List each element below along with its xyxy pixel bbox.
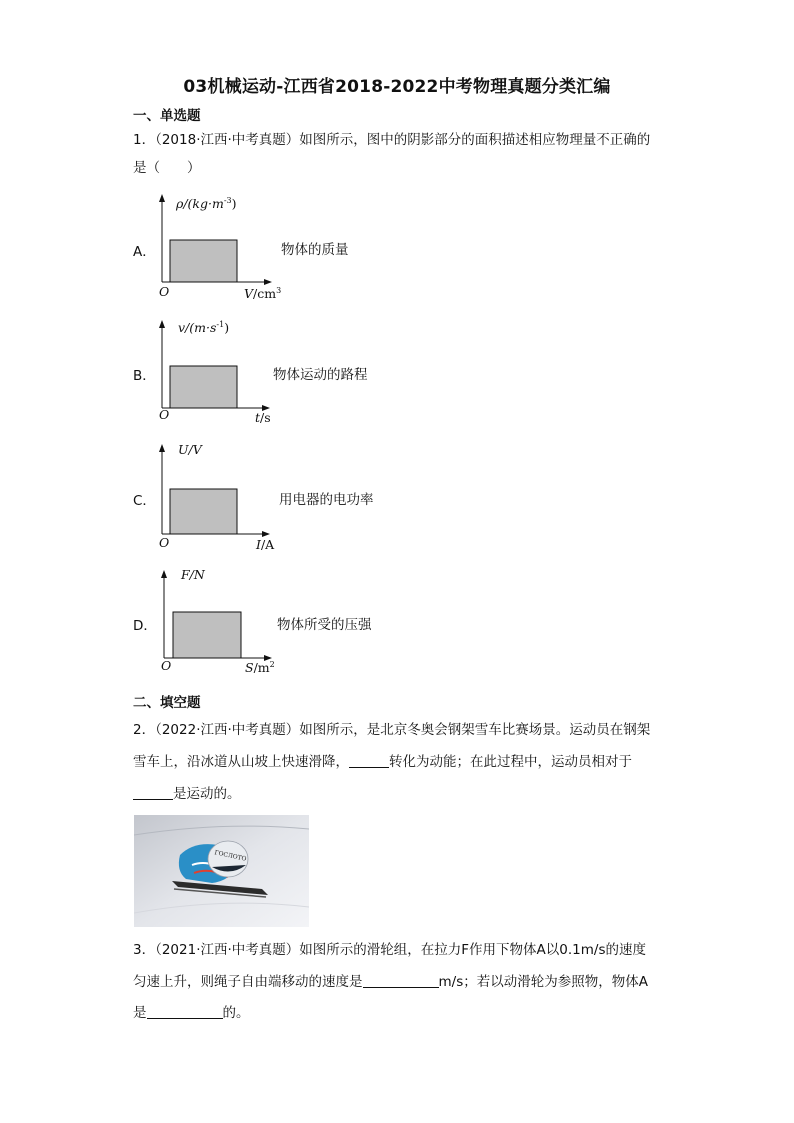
section-heading-single-choice: 一、单选题 [133, 108, 201, 124]
option-d-graph [152, 568, 292, 668]
option-a-y-axis-label: $\rho/(kg\cdot m^{-3})$ [176, 196, 237, 212]
option-d-shaded-area [173, 612, 241, 658]
option-b-origin: O [159, 407, 170, 422]
q2-stem-line2: 雪车上，沿冰道从山坡上快速滑降， 转化为动能；在此过程中，运动员相对于 [133, 754, 632, 770]
q3-stem-line2: 匀速上升，则绳子自由端移动的速度是 m/s；若以动滑轮为参照物，物体A [133, 974, 648, 990]
page-title: 03机械运动-江西省2018-2022中考物理真题分类汇编 [183, 77, 611, 97]
option-b-description: 物体运动的路程 [273, 367, 368, 383]
q2-blank-1[interactable] [349, 753, 389, 768]
option-d-x-axis-label: $S/m^2$ [245, 660, 275, 676]
section-heading-fill-blank: 二、填空题 [133, 695, 201, 711]
option-b-shaded-area [170, 366, 237, 408]
option-c-description: 用电器的电功率 [279, 492, 374, 508]
option-c-shaded-area [170, 489, 237, 534]
option-c-graph [150, 442, 290, 542]
option-a-shaded-area [170, 240, 237, 282]
option-a-x-axis-label: $V/cm^3$ [244, 286, 282, 302]
option-b-x-axis-label: t/s [255, 410, 271, 425]
option-a-description: 物体的质量 [281, 242, 349, 258]
q2-blank-2[interactable] [133, 785, 173, 800]
q3-stem-line3: 是 的。 [133, 1005, 250, 1021]
helmet-logo-text: ГОСЛОТО [213, 849, 247, 863]
option-b-y-axis-label: $v/(m\cdot s^{-1})$ [178, 320, 230, 336]
option-d-label[interactable]: D． [133, 618, 157, 634]
option-b-label[interactable]: B． [133, 368, 156, 384]
option-d-origin: O [161, 658, 172, 673]
option-a-origin: O [159, 284, 170, 299]
q3-blank-2[interactable] [147, 1004, 223, 1019]
option-c-origin: O [159, 535, 170, 550]
q3-stem-line1: 3．（2021·江西·中考真题）如图所示的滑轮组，在拉力F作用下物体A以0.1m/s的速度 [133, 942, 646, 958]
q1-stem-line1: 1．（2018·江西·中考真题）如图所示，图中的阴影部分的面积描述相应物理量不正确的 [133, 132, 651, 148]
option-d-description: 物体所受的压强 [277, 617, 372, 633]
q2-stem-line1: 2．（2022·江西·中考真题）如图所示，是北京冬奥会钢架雪车比赛场景。运动员在钢架 [133, 722, 651, 738]
option-d-y-axis-label: F/N [181, 567, 205, 582]
option-c-x-axis-label: I/A [256, 537, 275, 552]
q2-stem-line3: 是运动的。 [133, 784, 673, 804]
option-c-label[interactable]: C． [133, 493, 156, 509]
q1-stem-line2: 是（ ） [133, 160, 201, 176]
option-c-y-axis-label: U/V [178, 442, 202, 457]
q3-blank-1[interactable] [363, 973, 439, 988]
option-a-label[interactable]: A． [133, 244, 156, 260]
skeleton-race-photo [134, 815, 309, 927]
